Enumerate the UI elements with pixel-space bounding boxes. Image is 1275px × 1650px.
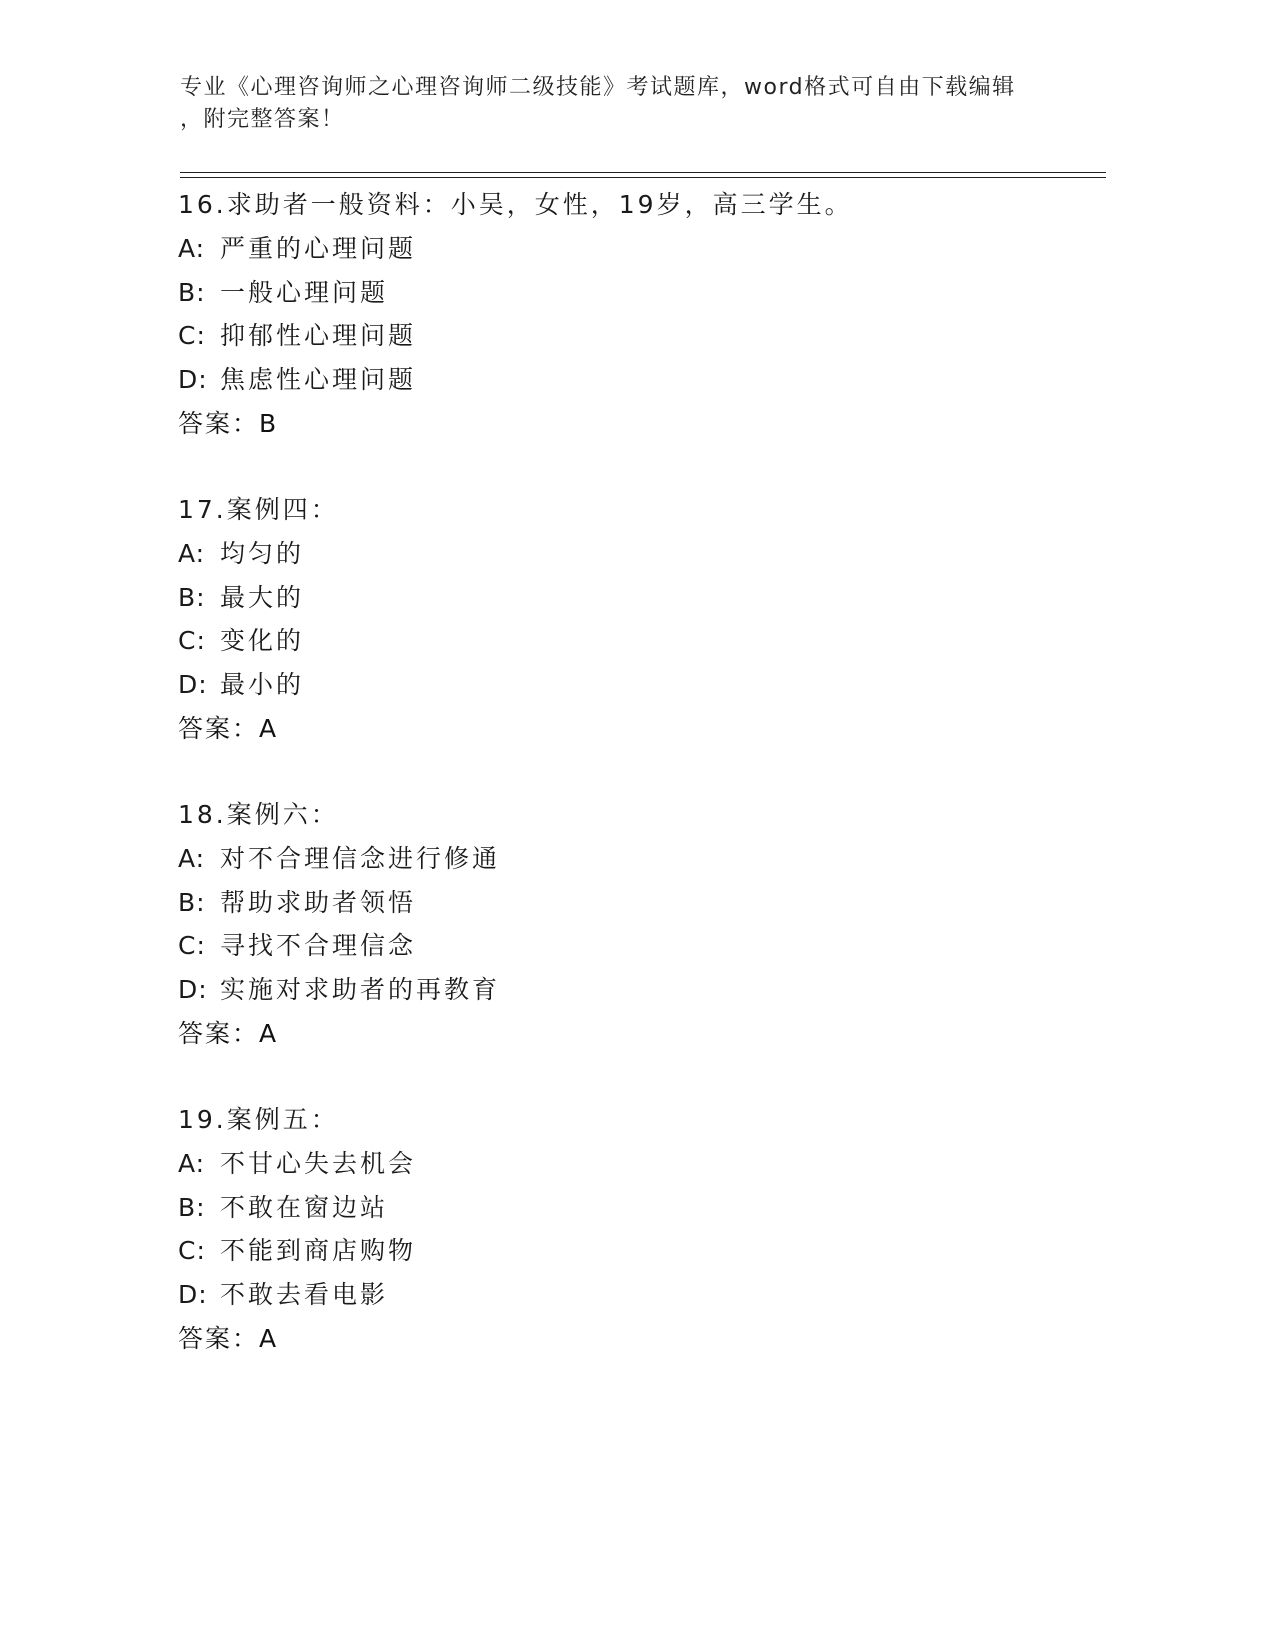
option-d (178, 663, 1098, 707)
option-text: 不能到商店购物 (220, 1236, 417, 1266)
option-key: A: (178, 843, 206, 873)
option-key: C: (178, 626, 206, 656)
option-d (178, 968, 1098, 1012)
option-text: 不敢在窗边站 (220, 1192, 389, 1222)
answer-value: A (259, 1323, 279, 1353)
answer-label: 答案： (178, 713, 260, 743)
option-text: 对不合理信念进行修通 (220, 843, 501, 873)
option-c (178, 924, 1098, 968)
option-text: 最大的 (220, 582, 305, 612)
option-c (178, 314, 1098, 358)
option-a (178, 532, 1098, 576)
option-b (178, 271, 1098, 315)
option-text: 一般心理问题 (220, 277, 389, 307)
header-line-1: 专业《心理咨询师之心理咨询师二级技能》考试题库，word格式可自由下载编辑 (180, 75, 1016, 100)
option-text: 焦虑性心理问题 (220, 365, 417, 395)
question-list (178, 183, 1098, 1403)
option-a (178, 1142, 1098, 1186)
option-text: 均匀的 (220, 538, 305, 568)
option-b (178, 576, 1098, 620)
option-d (178, 1273, 1098, 1317)
answer-line (178, 402, 1098, 446)
answer-label: 答案： (178, 1018, 260, 1048)
option-text: 变化的 (220, 626, 305, 656)
option-key: B: (178, 277, 206, 307)
option-c (178, 619, 1098, 663)
answer-label: 答案： (178, 408, 260, 438)
option-b (178, 1186, 1098, 1230)
option-key: C: (178, 931, 206, 961)
question-stem: 19.案例五： (178, 1105, 339, 1134)
option-key: A: (178, 233, 206, 263)
document-header (180, 72, 1060, 136)
answer-label: 答案： (178, 1323, 260, 1353)
option-key: B: (178, 1192, 206, 1222)
option-b (178, 881, 1098, 925)
header-divider-bottom (180, 177, 1106, 178)
question-17 (178, 488, 1098, 793)
option-text: 不甘心失去机会 (220, 1148, 417, 1178)
option-key: D: (178, 1280, 208, 1310)
option-key: B: (178, 887, 206, 917)
option-key: D: (178, 670, 208, 700)
option-key: C: (178, 1236, 206, 1266)
option-key: B: (178, 582, 206, 612)
question-19 (178, 1098, 1098, 1403)
option-key: D: (178, 365, 208, 395)
question-16 (178, 183, 1098, 488)
question-stem: 17.案例四： (178, 495, 339, 524)
answer-line (178, 1012, 1098, 1056)
header-divider-top (180, 172, 1106, 173)
question-18 (178, 793, 1098, 1098)
header-line-2: ，附完整答案！ (180, 107, 345, 132)
answer-line (178, 707, 1098, 751)
option-d (178, 358, 1098, 402)
answer-value: A (259, 713, 279, 743)
option-key: A: (178, 1148, 206, 1178)
option-text: 寻找不合理信念 (220, 931, 417, 961)
option-text: 实施对求助者的再教育 (220, 975, 501, 1005)
option-key: D: (178, 975, 208, 1005)
answer-value: B (259, 408, 279, 438)
option-key: C: (178, 321, 206, 351)
option-text: 帮助求助者领悟 (220, 887, 417, 917)
option-text: 严重的心理问题 (220, 233, 417, 263)
option-a (178, 227, 1098, 271)
answer-value: A (259, 1018, 279, 1048)
question-stem: 16.求助者一般资料：小吴，女性，19岁，高三学生。 (178, 190, 853, 219)
option-text: 抑郁性心理问题 (220, 321, 417, 351)
answer-line (178, 1317, 1098, 1361)
option-text: 最小的 (220, 670, 305, 700)
question-stem: 18.案例六： (178, 800, 339, 829)
option-c (178, 1229, 1098, 1273)
option-key: A: (178, 538, 206, 568)
option-a (178, 837, 1098, 881)
option-text: 不敢去看电影 (220, 1280, 389, 1310)
